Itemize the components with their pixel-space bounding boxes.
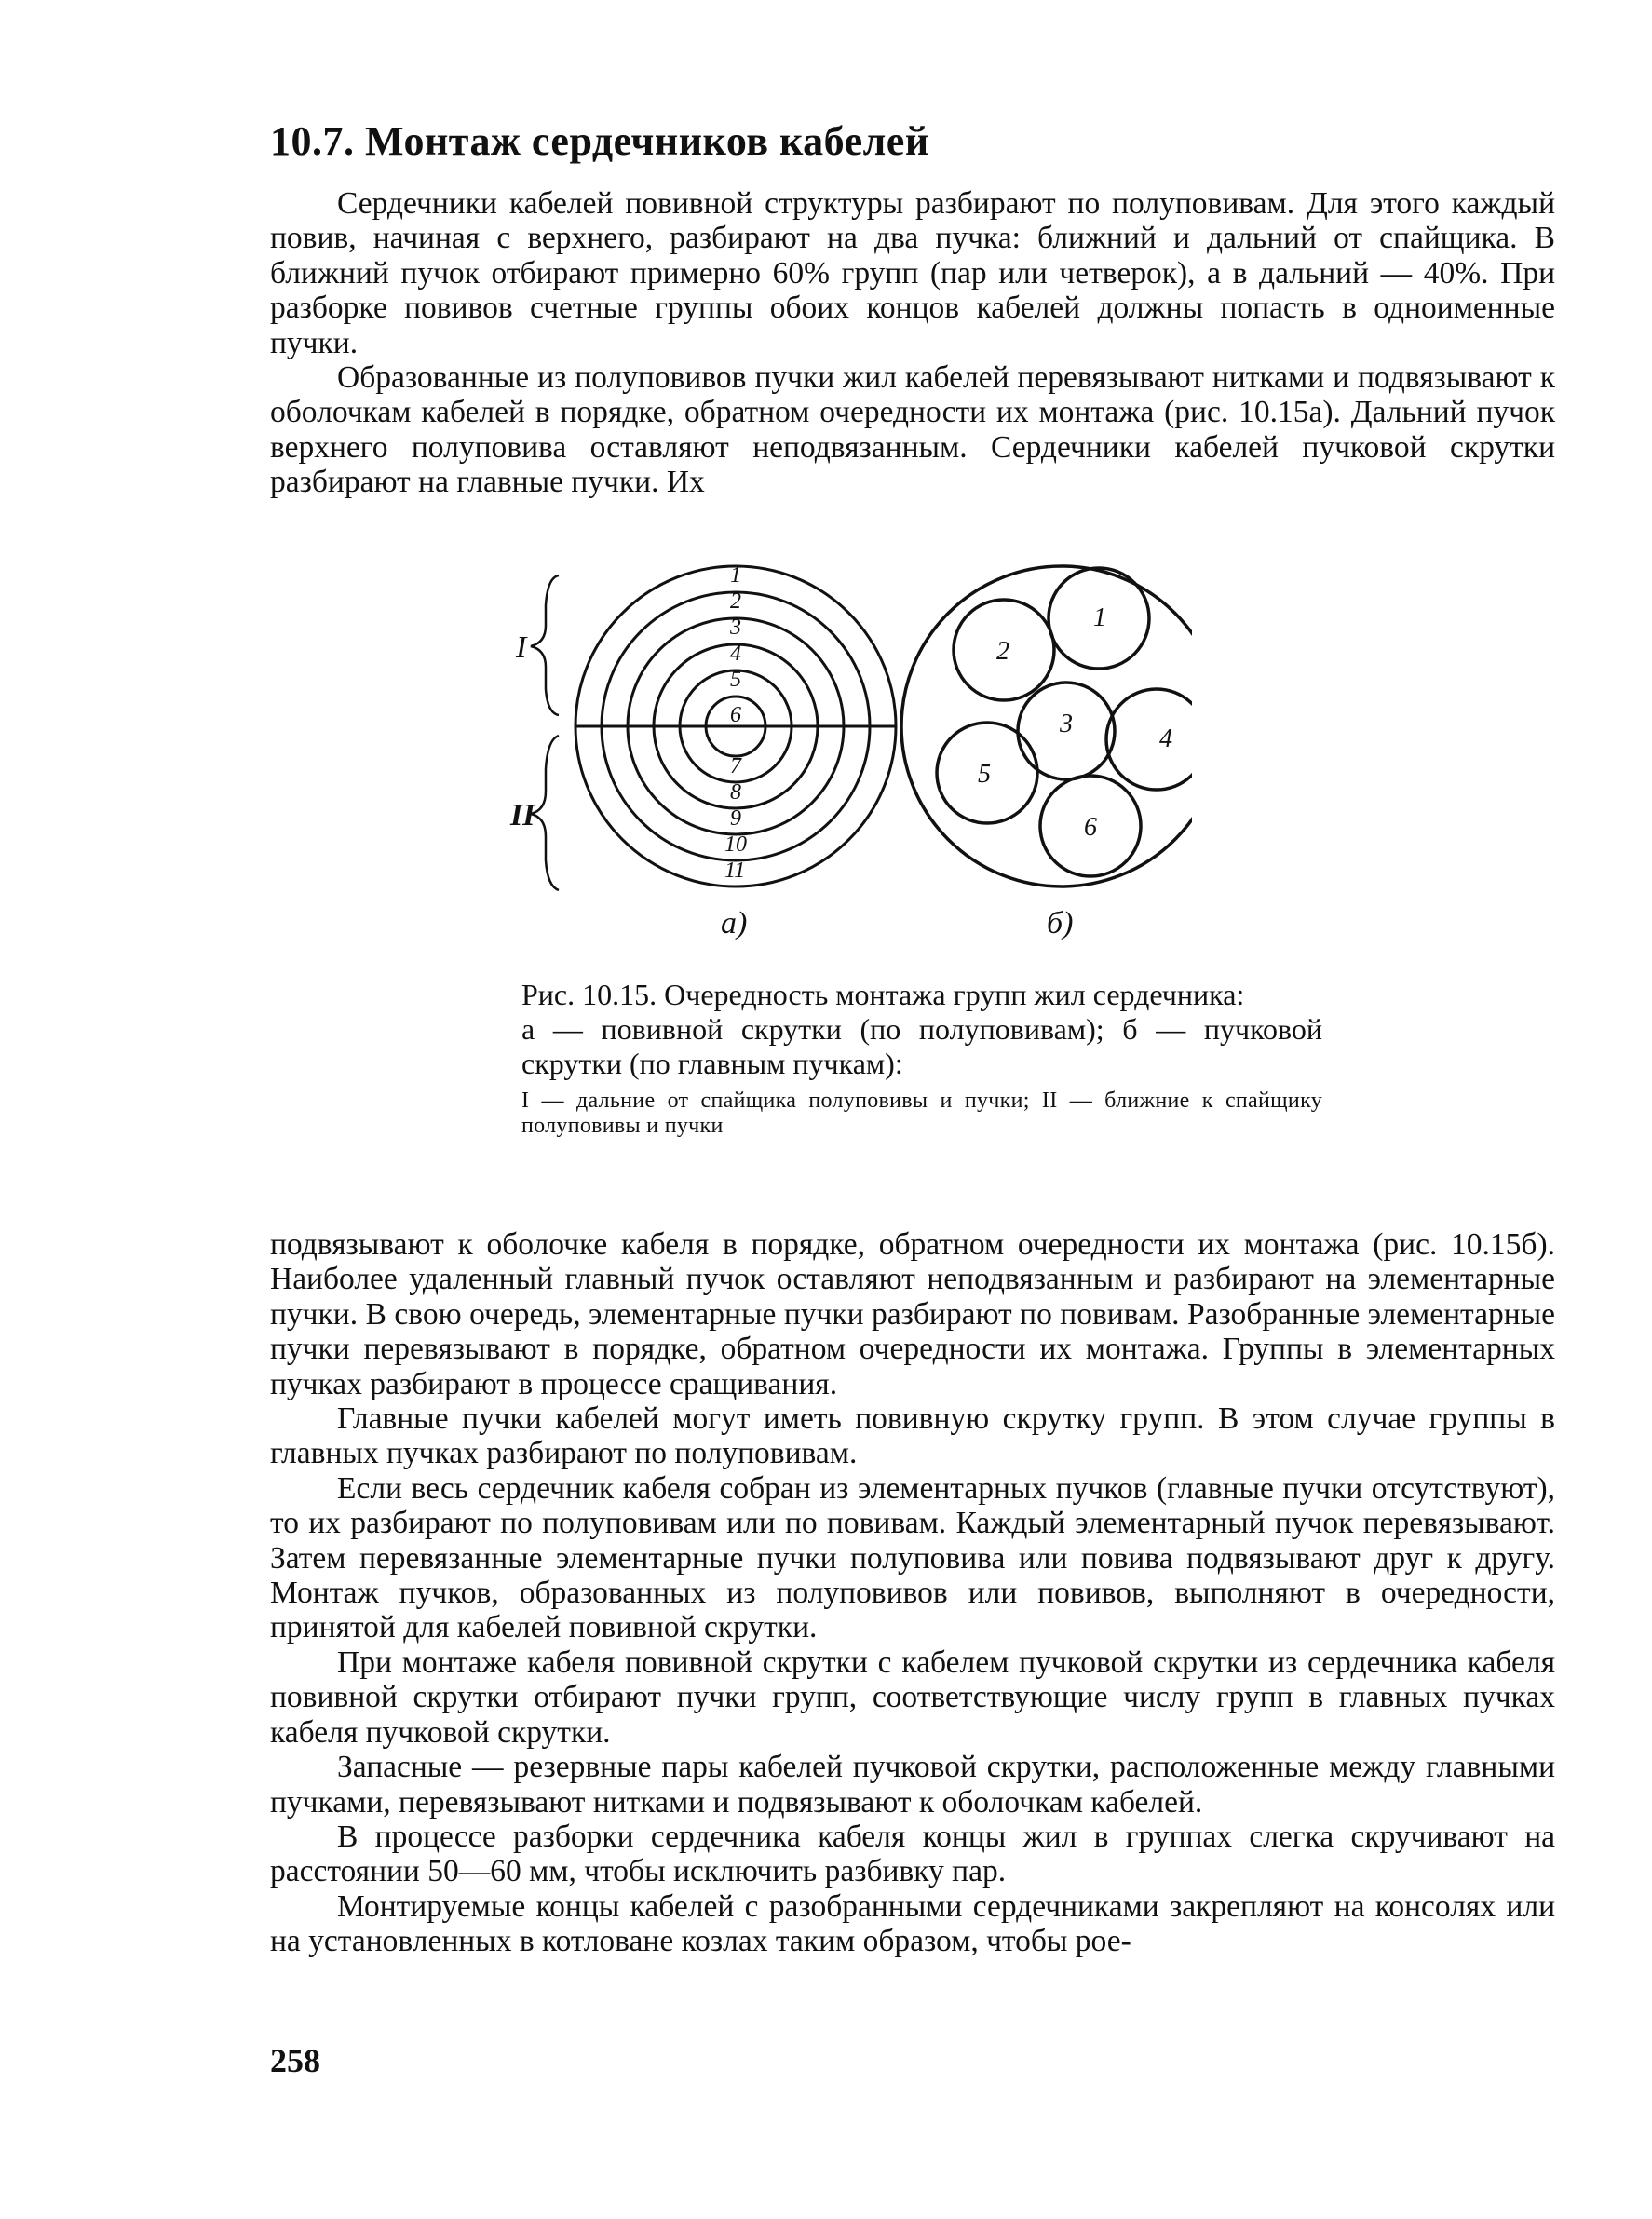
paragraph: В процессе разборки сердечника кабеля концы жил в группах слегка скручивают на расстоянии 50—60 мм, чтобы исключить разбивку пар. — [270, 1819, 1555, 1889]
ring-number: 4 — [730, 642, 741, 666]
caption-line: а — повивной скрутки (по полуповивам); б — пучковой скрутки (по главным пучкам): — [521, 1012, 1322, 1080]
paragraph: При монтаже кабеля повивной скрутки с кабелем пучковой скрутки из сердечника кабеля повивной скрутки отбирают пучки групп, соответствующие числу групп в главных пучках кабеля пучковой скрутки. — [270, 1644, 1555, 1750]
ring-number: 2 — [730, 589, 741, 614]
bundle-number: 6 — [1084, 813, 1097, 842]
figure-caption — [521, 978, 1322, 1139]
brace-lower — [531, 736, 559, 890]
ring-numbers — [724, 563, 747, 883]
brace-upper — [531, 575, 559, 715]
diagram-b-label: б) — [1047, 906, 1074, 940]
ring-number: 6 — [730, 703, 741, 727]
paragraph: Если весь сердечник кабеля собран из элементарных пучков (главные пучки отсутствуют), то их разбирают по полуповивам или по повивам. Каждый элементарный пучок перевязывают. Затем перевязанные элементарные пучки полуповива или повива подвязывают друг к другу. Монтаж пучков, образованных из полуповивов или повивов, выполняют в очередности, принятой для кабелей повивной скрутки. — [270, 1470, 1555, 1645]
paragraph: Запасные — резервные пары кабелей пучковой скрутки, расположенные между главными пучками, перевязывают нитками и подвязывают к оболочкам кабелей. — [270, 1750, 1555, 1820]
paragraph: Образованные из полуповивов пучки жил кабелей перевязывают нитками и подвязывают к оболочкам кабелей в порядке, обратном очередности их монтажа (рис. 10.15а). Дальний пучок верхнего полуповива оставляют неподвязанным. Сердечники кабелей пучковой скрутки разбирают на главные пучки. Их — [270, 360, 1555, 500]
paragraph: Главные пучки кабелей могут иметь повивную скрутку групп. В этом случае группы в главных пучках разбирают по полуповивам. — [270, 1401, 1555, 1471]
ring-number: 11 — [724, 859, 746, 883]
figure-diagram — [503, 549, 1192, 940]
text-block-top — [270, 186, 1555, 500]
caption-note: I — дальние от спайщика полуповивы и пучки; II — ближние к спайщику полуповивы и пучки — [521, 1089, 1322, 1138]
bundle-number: 1 — [1093, 603, 1106, 632]
bundle-number: 3 — [1060, 710, 1073, 738]
page-number: 258 — [270, 2042, 320, 2079]
ring-number: 1 — [730, 563, 741, 588]
ring-number: 10 — [724, 832, 747, 857]
paragraph: Монтируемые концы кабелей с разобранными сердечниками закрепляют на консолях или на установленных в котловане козлах таким образом, чтобы рое- — [270, 1888, 1555, 1959]
diagram-a-label: а) — [721, 906, 748, 940]
bundle-number: 2 — [996, 637, 1009, 666]
ring-number: 7 — [730, 754, 741, 778]
bundle-number: 5 — [978, 760, 991, 789]
bundle-4 — [1106, 689, 1192, 790]
ring-number: 9 — [730, 806, 741, 831]
ring-number: 8 — [730, 780, 741, 805]
group-label-upper: I — [516, 630, 527, 665]
diagram-b-bundles — [901, 566, 1192, 886]
group-label-lower: II — [510, 798, 535, 832]
ring-number: 5 — [730, 668, 741, 692]
caption-title: Рис. 10.15. Очередность монтажа групп жил сердечника: — [521, 978, 1245, 1011]
paragraph: Сердечники кабелей повивной структуры разбирают по полуповивам. Для этого каждый повив, начиная с верхнего, разбирают на два пучка: ближний и дальний от спайщика. В ближний пучок отбирают примерно 60% групп (пар или четверок), а в дальний — 40%. При разборке повивов счетные группы обоих концов кабелей должны попасть в одноименные пучки. — [270, 186, 1555, 360]
paragraph: подвязывают к оболочке кабеля в порядке, обратном очередности их монтажа (рис. 10.15б). Наиболее удаленный главный пучок оставляют неподвязанным и разбирают на элементарные пучки. В свою очередь, элементарные пучки разбирают по повивам. Разобранные элементарные пучки перевязывают в порядке, обратном очередности их монтажа. Группы в элементарных пучках разбирают в процессе сращивания. — [270, 1227, 1555, 1401]
text-block-bottom — [270, 1227, 1555, 1959]
section-heading: 10.7. Монтаж сердечников кабелей — [270, 118, 929, 164]
figure-10-15 — [503, 549, 1192, 940]
ring-number: 3 — [730, 616, 741, 640]
bundle-number: 4 — [1159, 724, 1172, 753]
